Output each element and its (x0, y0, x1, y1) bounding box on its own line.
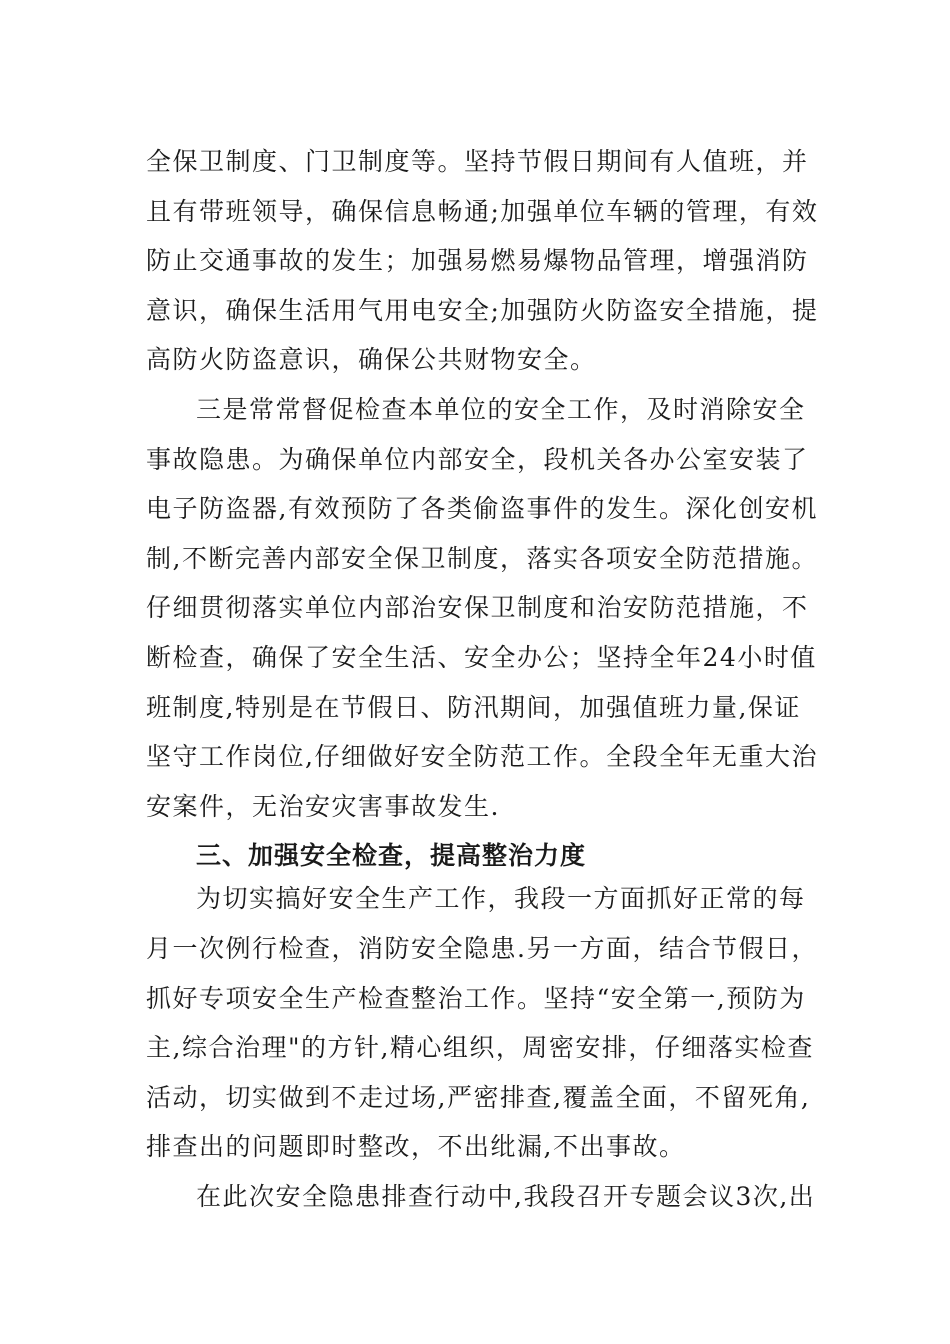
paragraph-1-line-4: 意识，确保生活用气用电安全;加强防火防盗安全措施，提 (146, 296, 819, 325)
paragraph-1-line-3: 防止交通事故的发生；加强易燃易爆物品管理，增强消防 (146, 246, 809, 275)
paragraph-2-line-7: 班制度,特别是在节假日、防汛期间，加强值班力量,保证 (146, 693, 801, 722)
paragraph-1-line-1: 全保卫制度、门卫制度等。坚持节假日期间有人值班，并 (146, 147, 809, 176)
paragraph-3-line-6: 排查出的问题即时整改，不出纰漏,不出事故。 (146, 1132, 686, 1161)
paragraph-1-line-2: 且有带班领导，确保信息畅通;加强单位车辆的管理，有效 (146, 197, 819, 226)
paragraph-2-line-2: 事故隐患。为确保单位内部安全，段机关各办公室安装了 (146, 445, 809, 474)
paragraph-2-line-5: 仔细贯彻落实单位内部治安保卫制度和治安防范措施，不 (146, 593, 809, 622)
paragraph-4-line-1: 在此次安全隐患排查行动中,我段召开专题会议3次,出 (196, 1182, 816, 1211)
paragraph-2-line-1: 三是常常督促检查本单位的安全工作，及时消除安全 (196, 395, 806, 424)
paragraph-3-line-5: 活动，切实做到不走过场,严密排查,覆盖全面，不留死角, (146, 1083, 811, 1112)
section-heading-3: 三、加强安全检查，提高整治力度 (196, 841, 587, 870)
paragraph-2-line-6: 断检查，确保了安全生活、安全办公；坚持全年24小时值 (146, 643, 817, 672)
paragraph-3-line-3: 抓好专项安全生产检查整治工作。坚持“安全第一,预防为 (146, 984, 806, 1013)
paragraph-2-line-8: 坚守工作岗位,仔细做好安全防范工作。全段全年无重大治 (146, 742, 818, 771)
paragraph-2-line-3: 电子防盗器,有效预防了各类偷盗事件的发生。深化创安机 (146, 494, 818, 523)
paragraph-3-line-4: 主,综合治理"的方针,精心组织，周密安排，仔细落实检查 (146, 1033, 814, 1062)
paragraph-3-line-1: 为切实搞好安全生产工作，我段一方面抓好正常的每 (196, 884, 806, 913)
paragraph-2-line-9: 安案件，无治安灾害事故发生. (146, 792, 500, 821)
paragraph-3-line-2: 月一次例行检查，消防安全隐患.另一方面，结合节假日， (146, 934, 818, 963)
paragraph-2-line-4: 制,不断完善内部安全保卫制度，落实各项安全防范措施。 (146, 544, 818, 573)
paragraph-1-line-5: 高防火防盗意识，确保公共财物安全。 (146, 345, 597, 374)
